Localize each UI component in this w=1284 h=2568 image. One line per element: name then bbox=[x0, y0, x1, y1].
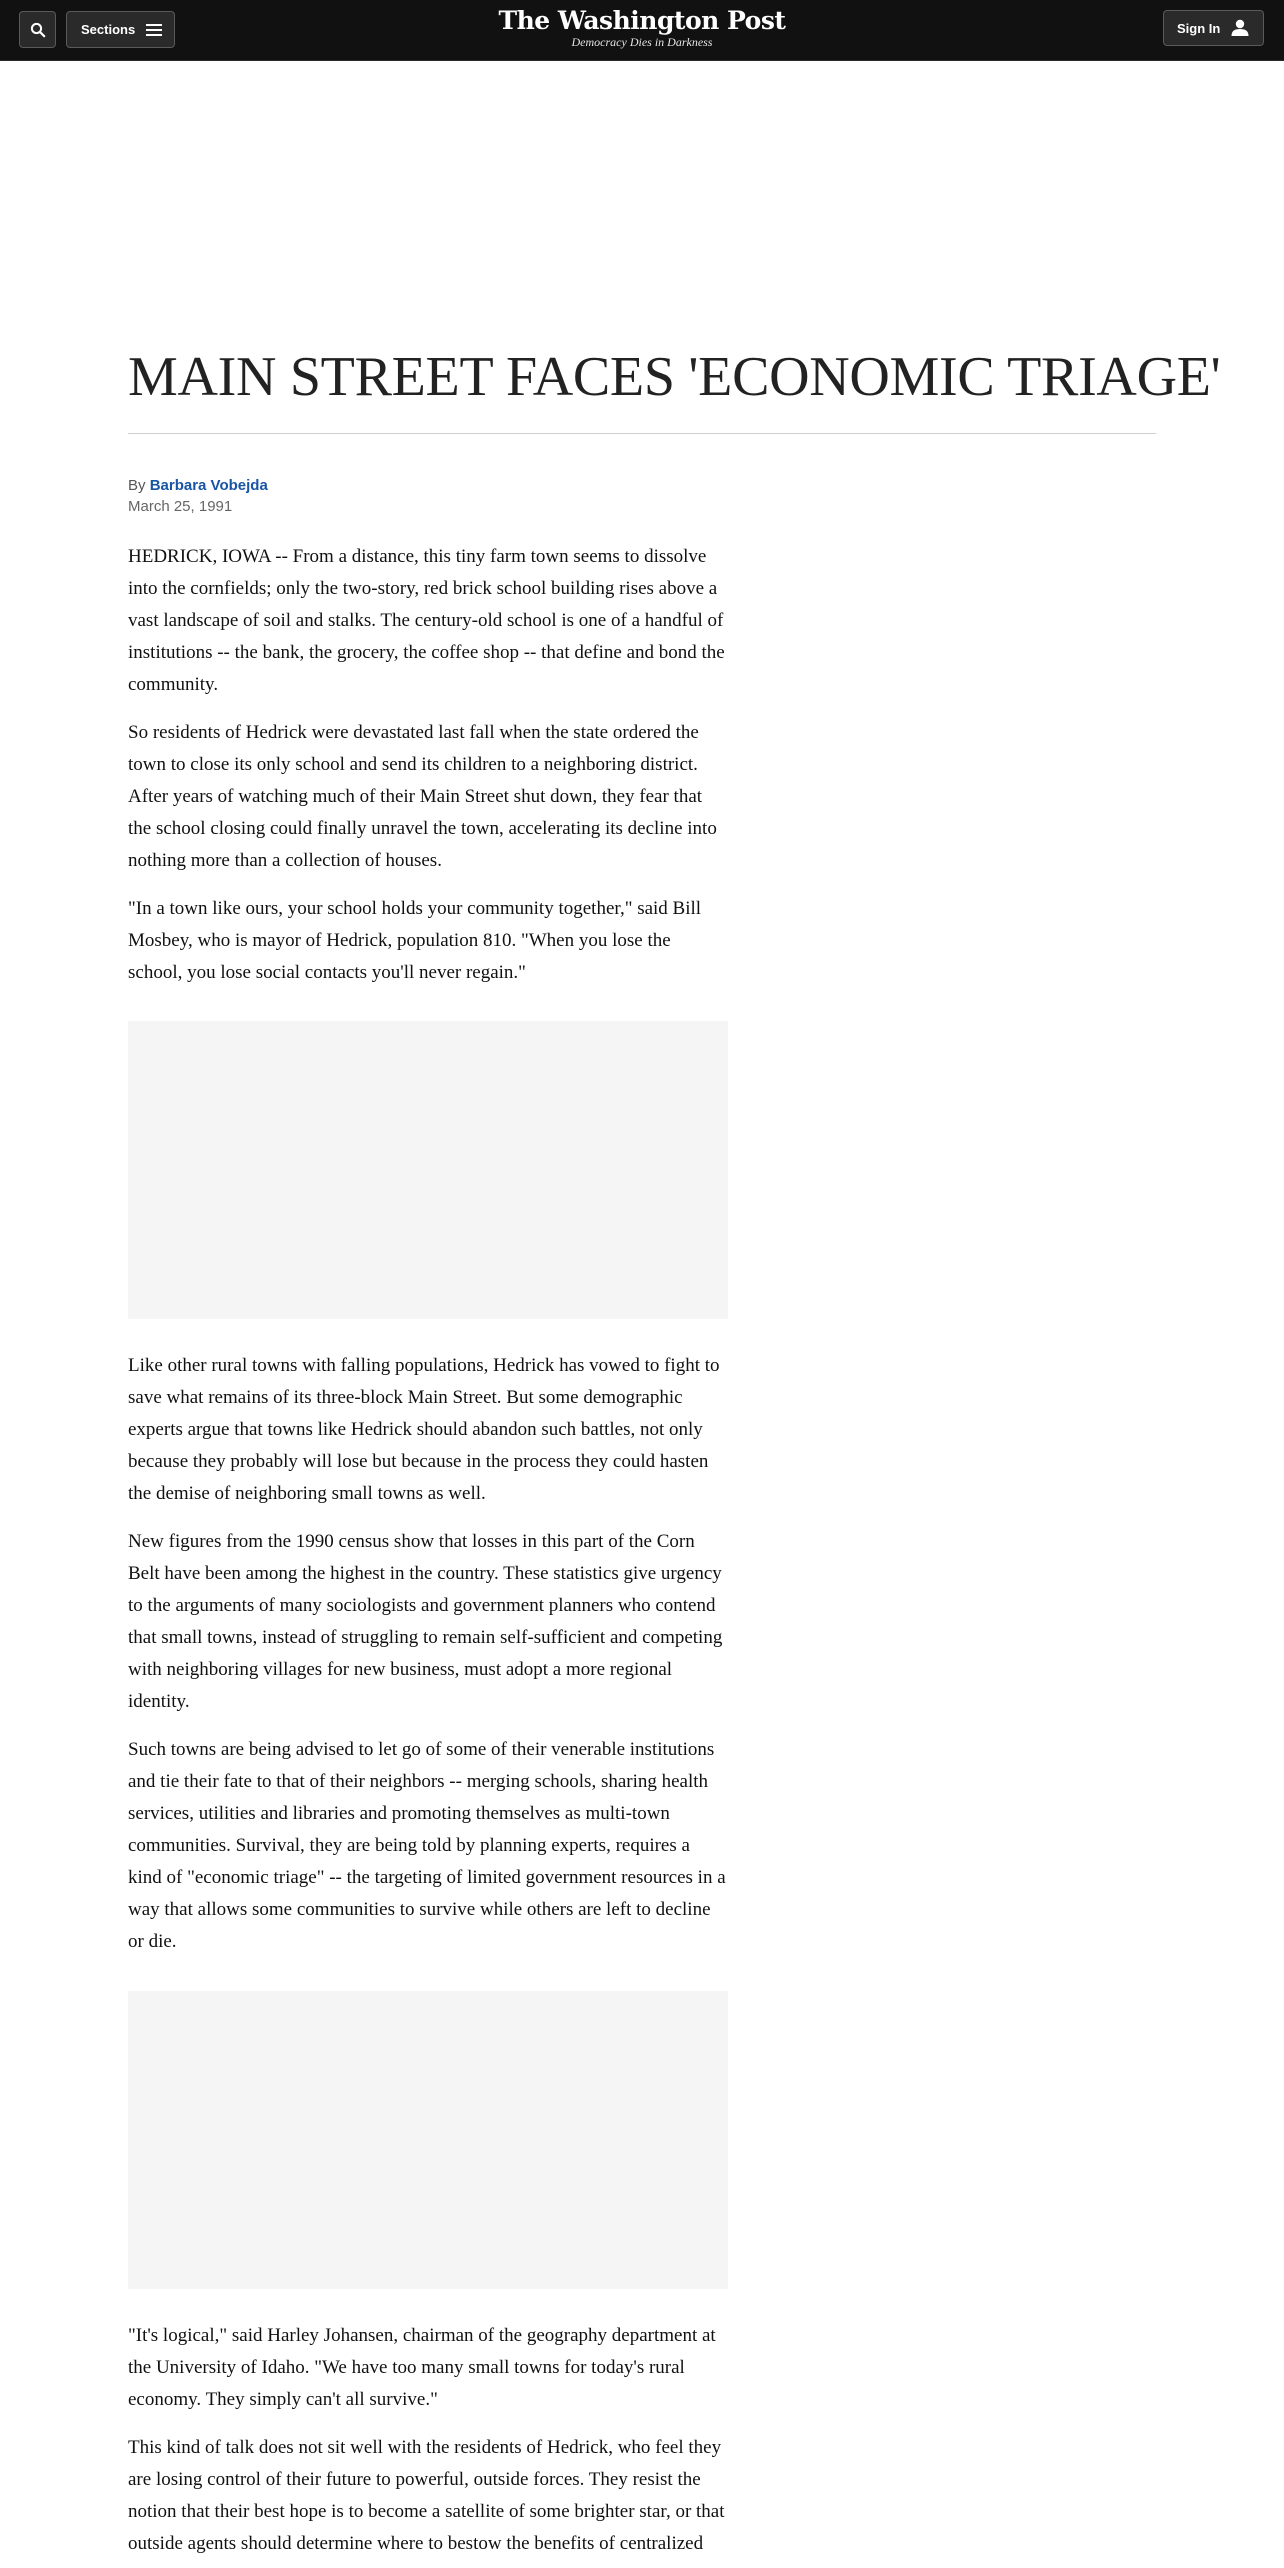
user-icon bbox=[1230, 19, 1250, 37]
byline-prefix: By bbox=[128, 477, 146, 494]
sections-label: Sections bbox=[81, 22, 136, 37]
headline-divider bbox=[128, 433, 1156, 434]
article-paragraph: HEDRICK, IOWA -- From a distance, this tiny farm town seems to dissolve into the cornfields; only the two-story, red brick school building rises above a vast landscape of soil and stalks. The century-old school is one of a handful of institutions -- the bank, the grocery, the coffee shop -- that define and bond the community. bbox=[128, 546, 725, 695]
sign-in-button[interactable] bbox=[1163, 10, 1264, 46]
ad-placeholder bbox=[128, 1021, 728, 1319]
article-headline: MAIN STREET FACES 'ECONOMIC TRIAGE' bbox=[128, 346, 1221, 408]
article-paragraph: Such towns are being advised to let go of some of their venerable institutions and tie their fate to that of their neighbors -- merging schools, sharing health services, utilities and libraries and promoting themselves as multi-town communities. Survival, they are being told by planning experts, requires a kind of "economic triage" -- the targeting of limited government resources in a way that allows some communities to survive while others are left to decline or die. bbox=[128, 1739, 726, 1952]
article-paragraph: New figures from the 1990 census show that losses in this part of the Corn Belt have been among the highest in the country. These statistics give urgency to the arguments of many sociologists and government planners who contend that small towns, instead of struggling to remain self-sufficient and competing with neighboring villages for new business, must adopt a more regional identity. bbox=[128, 1531, 723, 1712]
publish-date: March 25, 1991 bbox=[128, 498, 233, 515]
top-navigation-bar bbox=[0, 0, 1284, 61]
article-paragraph: So residents of Hedrick were devastated last fall when the state ordered the town to close its only school and send its children to a neighboring district. After years of watching much of their Main Street shut down, they fear that the school closing could finally unravel the town, accelerating its decline into nothing more than a collection of houses. bbox=[128, 722, 717, 871]
article-paragraph: This kind of talk does not sit well with the residents of Hedrick, who feel they are losing control of their future to powerful, outside forces. They resist the notion that their best hope is to become a satellite of some brighter star, or that outside agents should determine where to bestow the benefits of centralized bbox=[128, 2437, 725, 2554]
logo-wordmark: The Washington Post bbox=[498, 6, 786, 35]
logo-tagline: Democracy Dies in Darkness bbox=[571, 35, 713, 49]
search-button[interactable] bbox=[19, 11, 56, 48]
byline bbox=[128, 476, 268, 496]
sections-menu-button[interactable] bbox=[66, 11, 175, 48]
search-icon bbox=[30, 22, 46, 38]
article-paragraph: Like other rural towns with falling populations, Hedrick has vowed to fight to save what remains of its three-block Main Street. But some demographic experts argue that towns like Hedrick should abandon such battles, not only because they probably will lose but because in the process they could hasten the demise of neighboring small towns as well. bbox=[128, 1355, 720, 1504]
article-paragraph: "In a town like ours, your school holds your community together," said Bill Mosbey, who is mayor of Hedrick, population 810. "When you lose the school, you lose social contacts you'll never regain." bbox=[128, 898, 702, 983]
ad-placeholder bbox=[128, 1991, 728, 2289]
article-paragraph: "It's logical," said Harley Johansen, chairman of the geography department at the University of Idaho. "We have too many small towns for today's rural economy. They simply can't all survive." bbox=[128, 2325, 716, 2410]
author-link[interactable]: Barbara Vobejda bbox=[149, 477, 268, 494]
hamburger-menu-icon bbox=[146, 23, 162, 37]
sign-in-label: Sign In bbox=[1177, 20, 1221, 36]
washington-post-logo[interactable] bbox=[442, 6, 842, 49]
